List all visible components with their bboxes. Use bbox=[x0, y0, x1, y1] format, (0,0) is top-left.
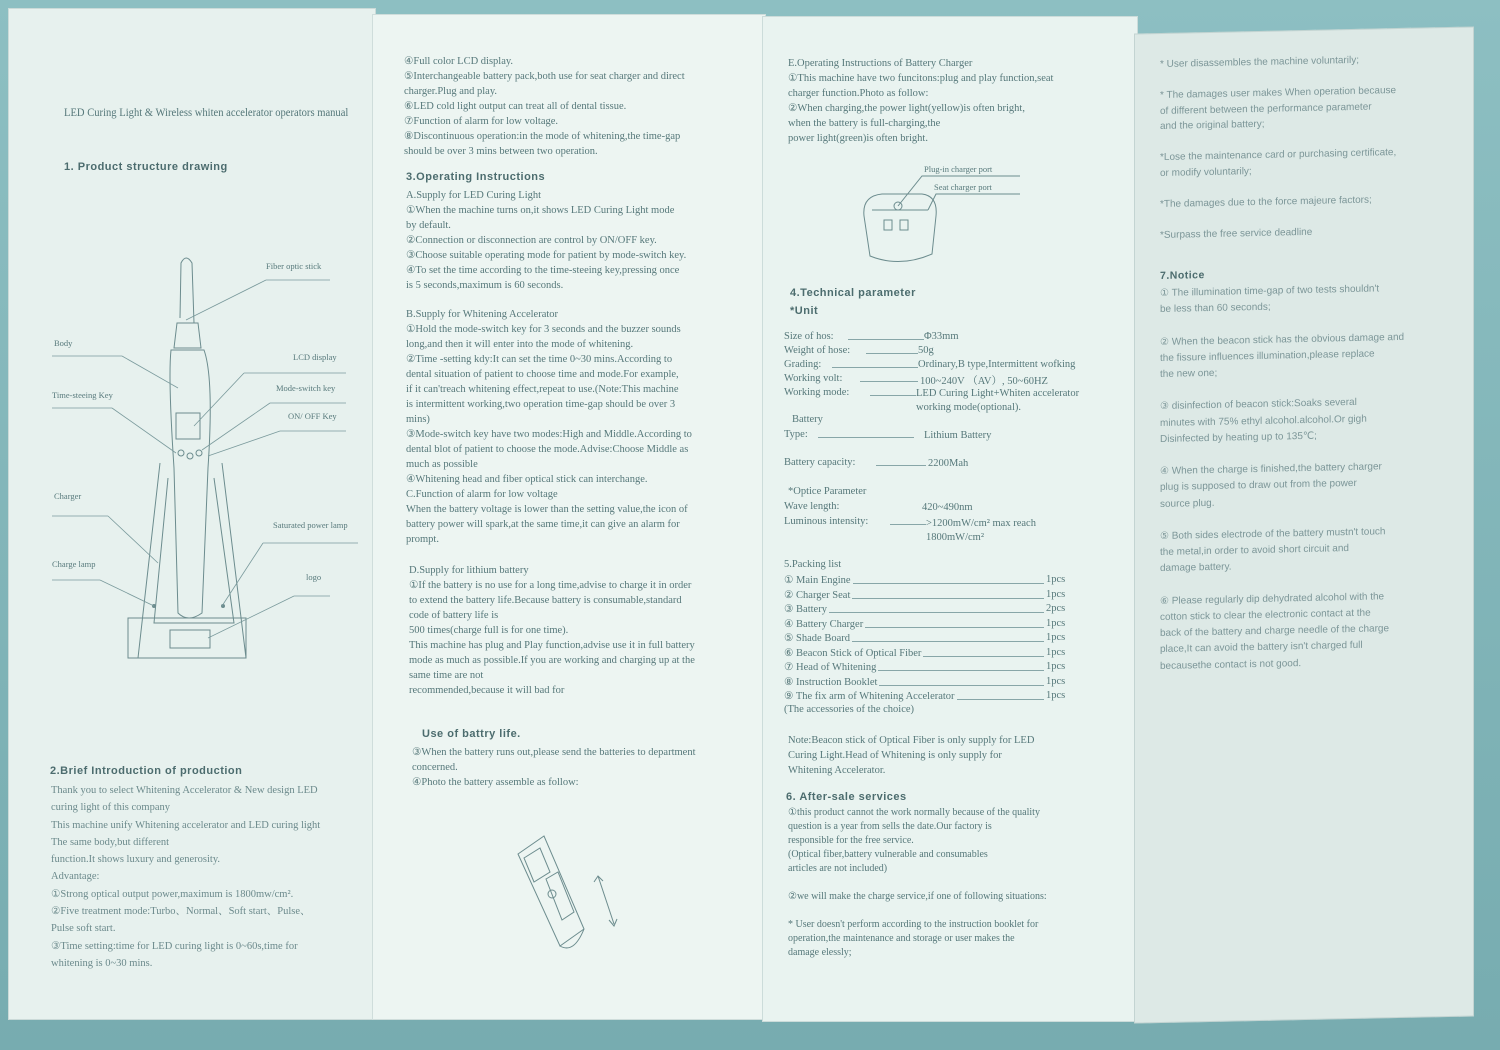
wave-length-name: Wave length: bbox=[784, 501, 840, 512]
packing-item-name: ⑤ Shade Board bbox=[784, 633, 850, 644]
battery-capacity-value: 2200Mah bbox=[928, 458, 969, 469]
packing-item-qty: 1pcs bbox=[1046, 661, 1066, 672]
panel-technical-parameters bbox=[762, 16, 1138, 1022]
packing-item-qty: 2pcs bbox=[1046, 603, 1066, 614]
packing-dash bbox=[852, 598, 1044, 599]
section3-heading: 3.Operating Instructions bbox=[406, 171, 546, 183]
section4-heading: 4.Technical parameter bbox=[790, 287, 916, 299]
battery-life-heading: Use of battry life. bbox=[422, 728, 521, 740]
packing-item-qty: 1pcs bbox=[1046, 690, 1066, 701]
packing-item-name: ① Main Engine bbox=[784, 575, 851, 586]
packing-item-name: ② Charger Seat bbox=[784, 589, 851, 601]
section7-heading: 7.Notice bbox=[1160, 269, 1205, 283]
packing-item-name: ⑧ Instruction Booklet bbox=[784, 676, 878, 688]
unit-heading: *Unit bbox=[790, 305, 819, 317]
manual-title: LED Curing Light & Wireless whiten accelerator operators manual bbox=[64, 107, 349, 119]
section3a-text: A.Supply for LED Curing Light ①When the machine turns on,it shows LED Curing Light mode by default. ②Connection or disconnection are control by ON/OFF key. ③Choose suitable operating mode for patient by mode-switch key. ④To set the time according to the time-steeing key,pressing once is 5 seconds,maximum is 60 seconds. bbox=[406, 190, 687, 291]
packing-dash bbox=[829, 612, 1044, 613]
battery-charger-instructions: E.Operating Instructions of Battery Charger ①This machine have two funcitons:plug and play function,seat charger function.Photo as follow: ②When charging,the power light(yellow)is often bright, when the battery is full-charging,the power light(green)is often bright. bbox=[788, 58, 1054, 144]
packing-dash bbox=[865, 627, 1044, 628]
battery-label: Battery bbox=[792, 414, 823, 425]
label-saturated-power-lamp: Saturated power lamp bbox=[273, 520, 348, 530]
section3b-text: B.Supply for Whitening Accelerator ①Hold the mode-switch key for 3 seconds and the buzzer sounds long,and then it will enter into the mode of whitening. ②Time -setting kdy:It can set the time 0~30 mins.According to dental situation of patient to choose time and mode.For example, if it can'treach whitening effect,repeat to use.(Note:This machine is intermittent working,two operation time-gap should be over 3 mins) ③Mode-switch key have two modes:High and Middle.According to dental blot of patient to choose the mode.Advise:Choose Middle as much as possible ④Whitening head and fiber optical stick can interchange. C.Function of alarm for low voltage When the battery voltage is lower than the setting value,the icon of battery power will spark,at the same time,it can give an alarm for prompt. bbox=[406, 309, 692, 545]
battery-type-value: Lithium Battery bbox=[924, 430, 992, 441]
label-plug-in-charger-port: Plug-in charger port bbox=[924, 164, 993, 174]
param-size-name: Size of hos: bbox=[784, 331, 834, 342]
luminous-intensity-value: >1200mW/cm² max reach 1800mW/cm² bbox=[926, 518, 1036, 543]
param-size-value: Φ33mm bbox=[924, 331, 959, 342]
param-grading-name: Grading: bbox=[784, 359, 822, 370]
param-weight-value: 50g bbox=[918, 345, 934, 356]
panel-notice bbox=[1134, 26, 1474, 1023]
packing-item-name: ⑦ Head of Whitening bbox=[784, 662, 877, 673]
param-dash bbox=[890, 524, 926, 525]
param-dash bbox=[866, 353, 918, 354]
packing-item-name: ③ Battery bbox=[784, 604, 827, 615]
packing-dash bbox=[957, 699, 1044, 700]
section2-heading: 2.Brief Introduction of production bbox=[50, 765, 243, 777]
packing-dash bbox=[879, 685, 1044, 686]
section2-text: Thank you to select Whitening Accelerator & New design LED curing light of this company This machine unify Whitening accelerator and LED curing light The same body,but different function.It shows luxury and generosity. Advantage: ①Strong optical output power,maximum is 1800mw/cm². ②Five treatment mode:Turbo、Normal、Soft start、Pulse、 Pulse soft start. ③Time setting:time for LED curing light is 0~60s,time for whitening is 0~30 mins. bbox=[51, 785, 321, 969]
packing-note: (The accessories of the choice) bbox=[784, 704, 915, 715]
param-grading-value: Ordinary,B type,Intermittent wofking bbox=[918, 359, 1076, 370]
packing-item-qty: 1pcs bbox=[1046, 617, 1066, 629]
label-on-off-key: ON/ OFF Key bbox=[288, 411, 337, 421]
param-dash bbox=[818, 437, 914, 438]
label-seat-charger-port: Seat charger port bbox=[934, 182, 992, 192]
param-volt-name: Working volt: bbox=[784, 373, 843, 384]
param-mode-name: Working mode: bbox=[784, 387, 850, 398]
battery-capacity-name: Battery capacity: bbox=[784, 457, 856, 468]
packing-item-name: ⑨ The fix arm of Whitening Accelerator bbox=[784, 691, 955, 702]
param-weight-name: Weight of hose: bbox=[784, 345, 851, 356]
packing-heading: 5.Packing list bbox=[784, 559, 842, 570]
label-fiber-optic-stick: Fiber optic stick bbox=[266, 261, 322, 271]
section6-heading: 6. After-sale services bbox=[786, 791, 907, 803]
packing-fiber-note: Note:Beacon stick of Optical Fiber is only supply for LED Curing Light.Head of Whitening is only supply for Whitening Accelerator. bbox=[788, 735, 1035, 776]
label-mode-switch-key: Mode-switch key bbox=[276, 383, 336, 393]
param-volt-value: 100~240V （AV）, 50~60HZ bbox=[920, 376, 1048, 387]
packing-item-name: ⑥ Beacon Stick of Optical Fiber bbox=[784, 647, 922, 659]
packing-item-qty: 1pcs bbox=[1046, 588, 1066, 600]
section1-heading: 1. Product structure drawing bbox=[64, 161, 228, 173]
packing-dash bbox=[923, 656, 1044, 657]
wave-length-value: 420~490nm bbox=[922, 502, 973, 513]
packing-item-qty: 1pcs bbox=[1046, 574, 1066, 585]
label-logo: logo bbox=[306, 572, 322, 582]
packing-item-qty: 1pcs bbox=[1046, 632, 1066, 643]
section6-text: ①this product cannot the work normally because of the quality question is a year from sells the date.Our factory is responsible for the free service. (Optical fiber,battery vulnerable and consumables articles are not included) ②we will make the charge service,if one of following situations: * User doesn't perform according to the instruction booklet for operation,the maintenance and storage or user makes the damage elessly; bbox=[788, 807, 1047, 958]
label-time-steeing-key: Time-steeing Key bbox=[52, 390, 113, 400]
packing-item-name: ④ Battery Charger bbox=[784, 618, 864, 630]
label-body: Body bbox=[54, 338, 73, 348]
optice-heading: *Optice Parameter bbox=[788, 486, 867, 497]
luminous-intensity-name: Luminous intensity: bbox=[784, 516, 869, 527]
label-charger: Charger bbox=[54, 491, 82, 501]
section3d-text: D.Supply for lithium battery ①If the battery is no use for a long time,advise to charge it in order to extend the battery life.Because battery is consumable,standard code of battery life is 500 times(charge full is for one time). This machine has plug and Play function,advise use it in full battery mode as much as possible.If you are working and charging up at the same time are not recommended,because it will bad for bbox=[409, 565, 695, 696]
battery-life-text: ③When the battery runs out,please send the batteries to department concerned. ④Photo the battery assemble as follow: bbox=[412, 747, 696, 788]
param-dash bbox=[860, 381, 918, 382]
packing-dash bbox=[878, 670, 1044, 671]
label-lcd-display: LCD display bbox=[293, 352, 337, 362]
panel-operating-instructions bbox=[372, 14, 766, 1020]
panel-product-structure bbox=[8, 8, 376, 1020]
packing-item-qty: 1pcs bbox=[1046, 675, 1066, 687]
param-dash bbox=[832, 367, 918, 368]
param-dash bbox=[870, 395, 916, 396]
packing-item-qty: 1pcs bbox=[1046, 646, 1066, 658]
packing-dash bbox=[852, 641, 1044, 642]
battery-type-name: Type: bbox=[784, 429, 808, 440]
notice-text: ① The illumination time-gap of two tests shouldn't be less than 60 seconds; ② When the beacon stick has the obvious damage and the fissure influences illumination,please replace the new one; ③ disinfection of beacon stick:Soaks several minutes with 75% ethyl alcohol.alcohol.Or gigh Disinfected by heating up to 135℃; ④ When the charge is finished,the battery charger plug is supposed to draw out from the power source plug. ⑤ Both sides electrode of the battery mustn't touch the metal,in order to avoid short circuit and damage battery. ⑥ Please regularly dip dehydrated alcohol with the cotton stick to clear the electronic contact at the back of the battery and charge needle of the charge place,It can avoid the battery isn't charged full becausethe contact is not good. bbox=[1160, 283, 1405, 672]
param-dash bbox=[876, 465, 926, 466]
features-list: ④Full color LCD display. ⑤Interchangeable battery pack,both use for seat charger and direct charger.Plug and play. ⑥LED cold light output can treat all of dental tissue. ⑦Function of alarm for low voltage. ⑧Discontinuous operation:in the mode of whitening,the time-gap should be over 3 mins between two operation. bbox=[404, 56, 685, 157]
param-dash bbox=[848, 339, 924, 340]
after-sale-conditions: * User disassembles the machine voluntarily; * The damages user makes When operation because of different between the performance parameter and the original battery; *Lose the maintenance card or purchasing certificate, or modify voluntarily; *The damages due to the force majeure factors; *Surpass the free service deadline bbox=[1160, 54, 1397, 241]
label-charge-lamp: Charge lamp bbox=[52, 559, 96, 569]
param-mode-value: LED Curing Light+Whiten accelerator working mode(optional). bbox=[916, 388, 1080, 413]
packing-dash bbox=[853, 583, 1044, 584]
battery-assembly-drawing bbox=[504, 824, 644, 964]
